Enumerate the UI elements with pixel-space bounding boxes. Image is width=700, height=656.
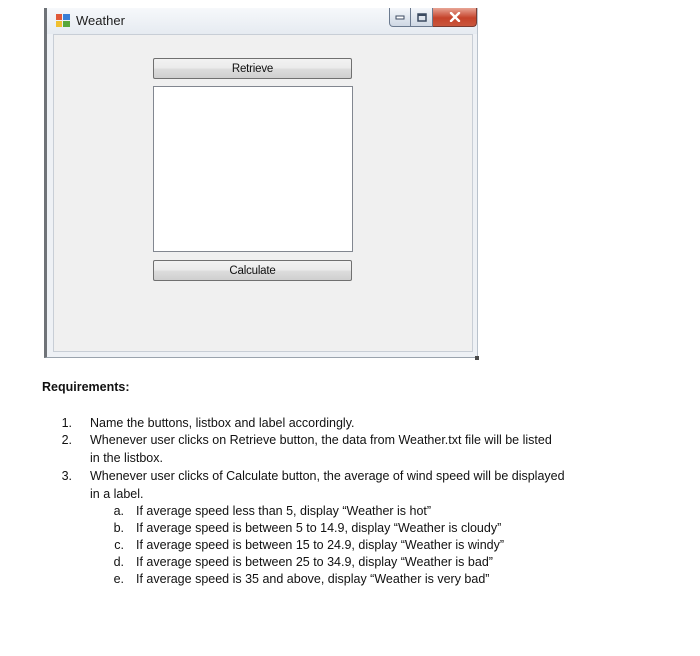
close-button[interactable] — [433, 8, 477, 27]
sublist-marker: d. — [113, 555, 124, 569]
list-item-text-cont: in the listbox. — [90, 451, 163, 465]
list-item-text: Whenever user clicks on Retrieve button, the data from Weather.txt file will be listed — [90, 433, 552, 447]
title-bar[interactable] — [47, 8, 477, 34]
minimize-icon — [395, 14, 405, 20]
close-icon — [449, 12, 461, 22]
form-client-area — [53, 34, 473, 352]
app-icon — [56, 14, 70, 27]
list-marker: 1. — [61, 416, 72, 430]
window-title: Weather — [76, 13, 125, 28]
list-marker: 2. — [61, 433, 72, 447]
retrieve-button[interactable]: Retrieve — [153, 58, 352, 79]
window-controls — [389, 8, 477, 28]
sublist-item-text: If average speed is between 15 to 24.9, display “Weather is windy” — [136, 538, 505, 552]
sublist-item-text: If average speed is between 25 to 34.9, display “Weather is bad” — [136, 555, 493, 569]
weather-window — [44, 8, 478, 358]
list-item-text-cont: in a label. — [90, 487, 144, 501]
list-marker: 3. — [61, 469, 72, 483]
list-item-text: Whenever user clicks of Calculate button, the average of wind speed will be displayed — [90, 469, 565, 483]
weather-listbox[interactable] — [153, 86, 353, 252]
maximize-icon — [417, 13, 427, 22]
sublist-marker: a. — [113, 504, 124, 518]
requirements-heading: Requirements: — [42, 380, 130, 394]
sublist-item-text: If average speed is 35 and above, display “Weather is very bad” — [136, 572, 490, 586]
sublist-item-text: If average speed less than 5, display “Weather is hot” — [136, 504, 432, 518]
calculate-button[interactable]: Calculate — [153, 260, 352, 281]
maximize-button[interactable] — [411, 8, 433, 27]
sublist-marker: e. — [113, 572, 124, 586]
minimize-button[interactable] — [389, 8, 411, 27]
sublist-item-text: If average speed is between 5 to 14.9, display “Weather is cloudy” — [136, 521, 502, 535]
sublist-marker: c. — [114, 538, 124, 552]
sublist-marker: b. — [113, 521, 124, 535]
resize-grip[interactable] — [475, 356, 479, 360]
list-item-text: Name the buttons, listbox and label accordingly. — [90, 416, 355, 430]
